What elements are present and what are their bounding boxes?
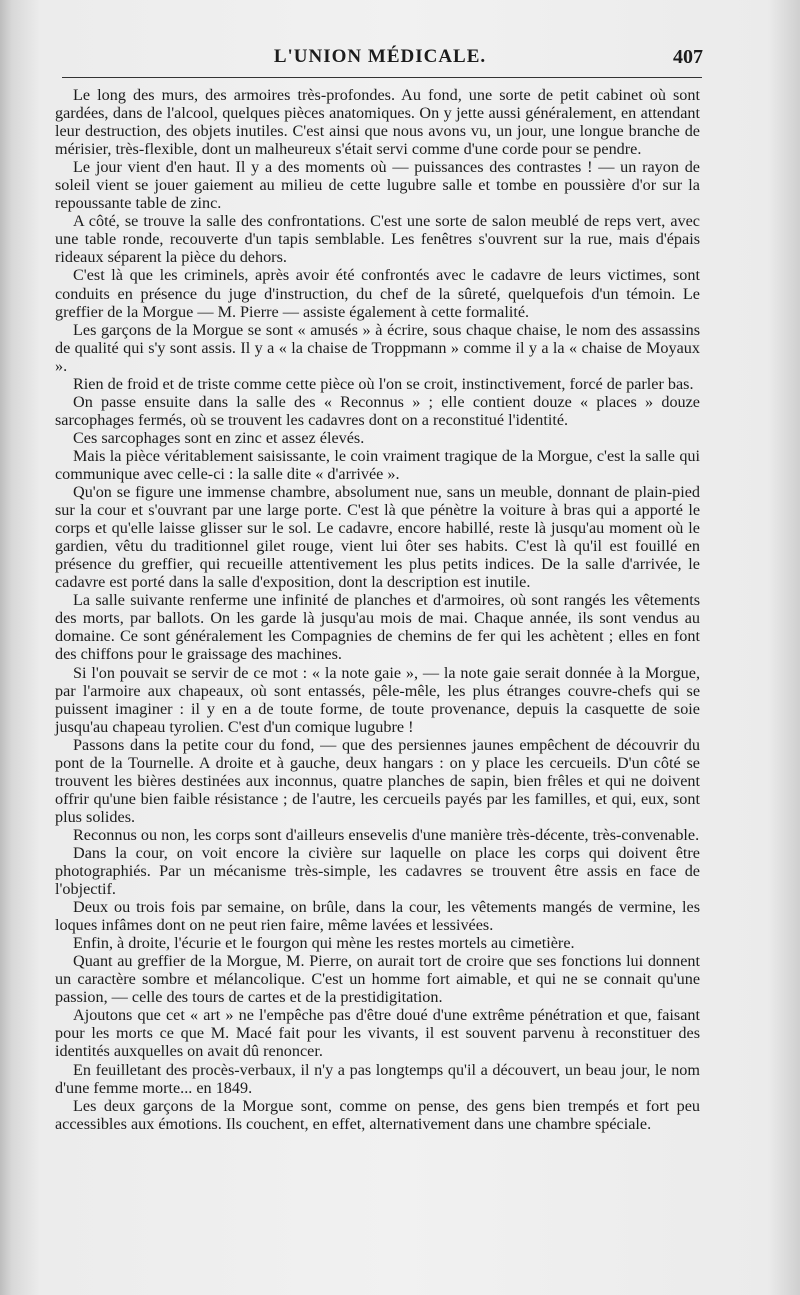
paragraph: Deux ou trois fois par semaine, on brûle, dans la cour, les vêtements mangés de vermine, les loques infâmes dont on ne peut rien faire, même lavées et lessivées. — [55, 898, 700, 935]
header-rule — [62, 77, 702, 78]
paragraph: Passons dans la petite cour du fond, — que des persiennes jaunes empêchent de découvrir du pont de la Tournelle. A droite et à gauche, deux hangars : on y place les cercueils. D'un côté se trouvent les bières destinées aux inconnus, quatre planches de sapin, bien frêles et qui ne doivent offrir qu'une bien faible résistance ; de l'autre, les cercueils payés par les familles, et qui, eux, sont plus solides. — [55, 735, 700, 826]
paragraph: Reconnus ou non, les corps sont d'ailleurs ensevelis d'une manière très-décente, très-convenable. — [73, 825, 700, 844]
paragraph: En feuilletant des procès-verbaux, il n'y a pas longtemps qu'il a découvert, un beau jour, le nom d'une femme morte... en 1849. — [55, 1060, 700, 1097]
paragraph: La salle suivante renferme une infinité de planches et d'armoires, où sont rangés les vêtements des morts, par ballots. On les garde là jusqu'au mois de mai. Chaque année, ils sont vendus au domaine. Ce sont généralement les Compagnies de chemins de fer qui les achètent ; elles en font des chiffons pour le graissage des machines. — [55, 591, 700, 664]
running-title: L'UNION MÉDICALE. — [273, 46, 487, 67]
body-text — [55, 86, 700, 1133]
paragraph: Mais la pièce véritablement saisissante, le coin vraiment tragique de la Morgue, c'est la salle qui communique avec celle-ci : la salle dite « d'arrivée ». — [55, 446, 700, 483]
paragraph: On passe ensuite dans la salle des « Reconnus » ; elle contient douze « places » douze sarcophages fermés, où se trouvent les cadavres dont on a reconstitué l'identité. — [55, 392, 700, 429]
paragraph: Ces sarcophages sont en zinc et assez élevés. — [73, 428, 365, 447]
paragraph: Enfin, à droite, l'écurie et le fourgon qui mène les restes mortels au cimetière. — [73, 934, 575, 953]
paragraph: Quant au greffier de la Morgue, M. Pierre, on aurait tort de croire que ses fonctions lui donnent un caractère sombre et mélancolique. C'est un homme fort aimable, et qui ne se connait qu'une passion, — celle des tours de cartes et de la prestidigitation. — [55, 952, 700, 1007]
paragraph: Les deux garçons de la Morgue sont, comme on pense, des gens bien trempés et fort peu accessibles aux émotions. Ils couchent, en effet, alternativement dans une chambre spéciale. — [55, 1096, 700, 1133]
paragraph: Les garçons de la Morgue se sont « amusés » à écrire, sous chaque chaise, le nom des assassins de qualité qui s'y sont assis. Il y a « la chaise de Troppmann » comme il y a la « chaise de Moyaux ». — [55, 320, 700, 375]
paragraph: Dans la cour, on voit encore la civière sur laquelle on place les corps qui doivent être photographiés. Par un mécanisme très-simple, les cadavres se trouvent être assis en face de l'objectif. — [55, 843, 700, 899]
paragraph: Rien de froid et de triste comme cette pièce où l'on se croit, instinctivement, forcé de parler bas. — [73, 374, 694, 393]
paragraph: A côté, se trouve la salle des confrontations. C'est une sorte de salon meublé de reps vert, avec une table ronde, recouverte d'un tapis semblable. Les fenêtres s'ouvrent sur la rue, mais d'épais rideaux séparent la pièce du dehors. — [55, 212, 700, 267]
paragraph: Si l'on pouvait se servir de ce mot : « la note gaie », — la note gaie serait donnée à la Morgue, par l'armoire aux chapeaux, où sont entassés, pêle-mêle, les plus étranges couvre-chefs qui se puissent imaginer : il y en a de toute forme, de toute provenance, depuis la casquette de soie jusqu'au chapeau tyrolien. C'est d'un comique lugubre ! — [55, 663, 700, 736]
paragraph: Le jour vient d'en haut. Il y a des moments où — puissances des contrastes ! — un rayon de soleil vient se jouer gaiement au milieu de cette lugubre salle et tombe en poussière d'or sur la repoussante table de zinc. — [55, 158, 700, 213]
paragraph: Le long des murs, des armoires très-profondes. Au fond, une sorte de petit cabinet où sont gardées, dans de l'alcool, quelques pièces anatomiques. On y jette aussi généralement, en attendant leur destruction, des objets inutiles. C'est ainsi que nous avons vu, un jour, une longue branche de mérisier, très-flexible, dont un malheureux s'était servi comme d'une corde pour se pendre. — [55, 86, 700, 159]
paragraph: C'est là que les criminels, après avoir été confrontés avec le cadavre de leurs victimes, sont conduits en présence du juge d'instruction, du chef de la sûreté, quelquefois d'un témoin. Le greffier de la Morgue — M. Pierre — assiste également à cette formalité. — [55, 266, 700, 321]
paragraph: Qu'on se figure une immense chambre, absolument nue, sans un meuble, donnant de plain-pied sur la cour et s'ouvrant par une large porte. C'est là que pénètre la voiture à bras qui a apporté le corps et qu'elle laisse glisser sur le sol. Le cadavre, encore habillé, reste là jusqu'au moment où le gardien, vêtu du traditionnel gilet rouge, vient lui ôter ses habits. C'est là qu'il est fouillé en présence du greffier, qui recueille attentivement les plus petits indices. De la salle d'arrivée, le cadavre est porté dans la salle d'exposition, dont la description est inutile. — [55, 483, 700, 592]
page-number: 407 — [673, 46, 703, 68]
paragraph: Ajoutons que cet « art » ne l'empêche pas d'être doué d'une extrême pénétration et que, faisant pour les morts ce que M. Macé fait pour les vivants, il est souvent parvenu à reconstituer des identités auxquelles on avait dû renoncer. — [55, 1006, 700, 1061]
page-header — [55, 44, 705, 72]
